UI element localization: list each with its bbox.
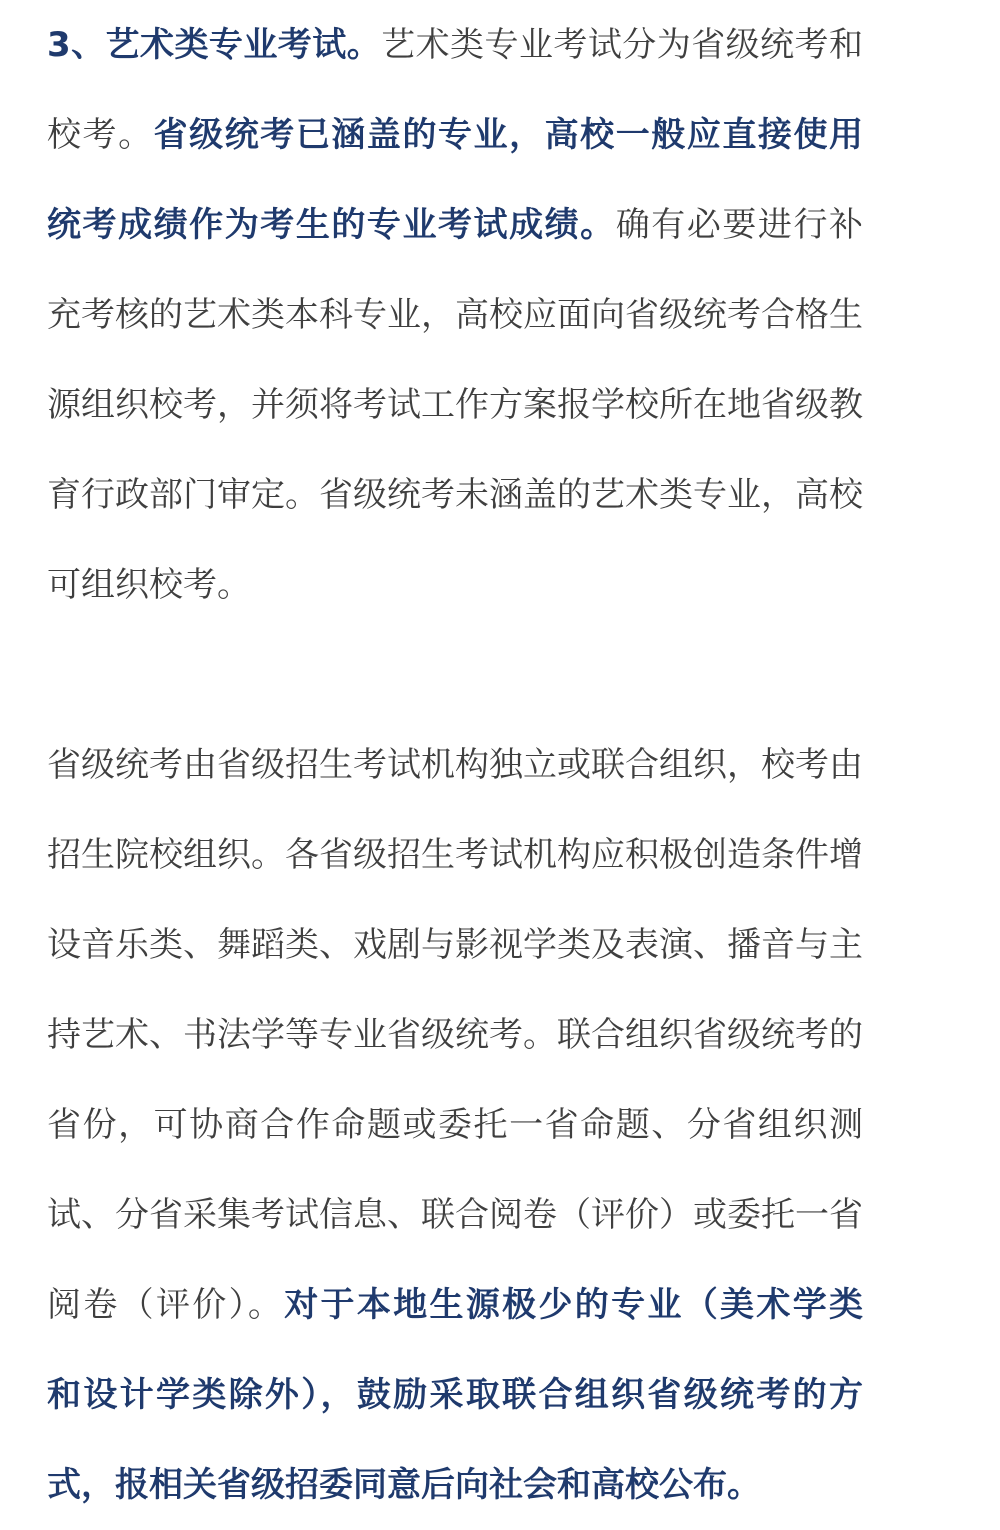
body-text: 省级统考由省级招生考试机构独立或联合组织，校考由 (47, 745, 863, 785)
text-line (47, 90, 863, 180)
body-text: 可组织校考。 (47, 565, 251, 605)
body-text: 确有必要进行补 (615, 205, 864, 245)
body-text: 充考核的艺术类本科专业，高校应面向省级统考合格生 (47, 295, 863, 335)
body-text: 省份，可协商合作命题或委托一省命题、分省组织测 (47, 1105, 863, 1145)
body-text: 校考。 (47, 115, 154, 155)
emphasized-text: 省级统考已涵盖的专业，高校一般应直接使用 (153, 115, 864, 155)
body-text: 设音乐类、舞蹈类、戏剧与影视学类及表演、播音与主 (47, 925, 863, 965)
text-line (47, 900, 863, 990)
emphasized-text: 对于本地生源极少的专业（美术学类 (284, 1285, 864, 1325)
emphasized-text: 3、艺术类专业考试。 (47, 25, 382, 65)
text-line (47, 540, 863, 630)
body-text: 试、分省采集考试信息、联合阅卷（评价）或委托一省 (47, 1195, 863, 1235)
body-text: 阅卷（评价）。 (47, 1285, 285, 1325)
text-line (47, 1170, 863, 1260)
paragraph-provincial-exams (47, 720, 863, 1530)
text-line (47, 1350, 863, 1440)
text-line (47, 810, 863, 900)
text-line (47, 360, 863, 450)
text-line (47, 0, 863, 90)
text-line (47, 1080, 863, 1170)
body-text: 艺术类专业考试分为省级统考和 (381, 25, 863, 65)
paragraph-art-exams (47, 0, 863, 630)
body-text: 招生院校组织。各省级招生考试机构应积极创造条件增 (47, 835, 863, 875)
body-text: 持艺术、书法学等专业省级统考。联合组织省级统考的 (47, 1015, 863, 1055)
emphasized-text: 统考成绩作为考生的专业考试成绩。 (47, 205, 616, 245)
text-line (47, 1440, 863, 1530)
text-line (47, 1260, 863, 1350)
text-line (47, 270, 863, 360)
text-line (47, 450, 863, 540)
body-text: 育行政部门审定。省级统考未涵盖的艺术类专业，高校 (47, 475, 863, 515)
emphasized-text: 和设计学类除外），鼓励采取联合组织省级统考的方 (47, 1375, 863, 1415)
body-text: 源组织校考，并须将考试工作方案报学校所在地省级教 (47, 385, 863, 425)
emphasized-text: 式，报相关省级招委同意后向社会和高校公布。 (47, 1465, 761, 1505)
text-line (47, 180, 863, 270)
text-line (47, 990, 863, 1080)
text-line (47, 720, 863, 810)
